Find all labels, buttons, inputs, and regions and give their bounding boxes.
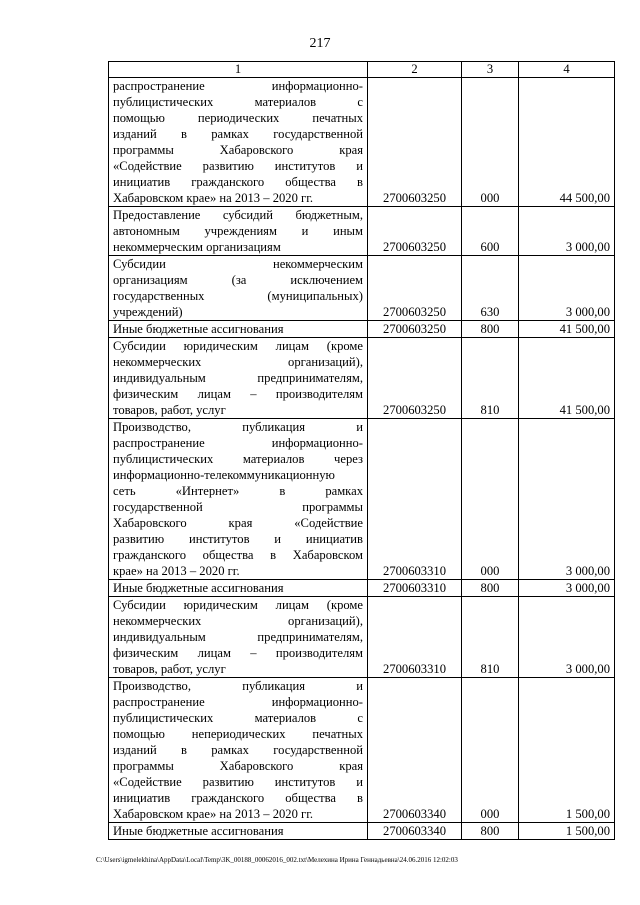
row-name-line: Иные бюджетные ассигнования [113,581,284,595]
row-vr: 000 [462,419,519,580]
row-name-line: Хабаровском крае» на 2013 – 2020 гг. [113,191,314,205]
row-code: 2700603310 [368,597,462,678]
table-row [109,321,615,338]
row-name-line: Субсидии юридическим лицам (кроме [113,339,363,353]
row-name-line: некоммерческих организаций), [113,614,363,628]
row-vr: 800 [462,580,519,597]
row-name-line: Хабаровском крае» на 2013 – 2020 гг. [113,807,314,821]
header-col-3: 3 [462,62,519,78]
row-name-line: изданий в рамках государственной [113,743,363,757]
row-sum: 1 500,00 [519,678,615,823]
row-name-line: помощью периодических печатных [113,111,363,125]
row-name-line: инициатив гражданского общества в [113,175,363,189]
row-name-line: государственной программы [113,500,363,514]
row-name-line: государственных (муниципальных) [113,289,363,303]
row-name-line: учреждений) [113,305,183,319]
row-name-line: автономным учреждениям и иным [113,224,363,238]
row-vr: 800 [462,321,519,338]
row-name-line: Хабаровского края «Содействие [113,516,363,530]
table-row [109,207,615,256]
row-name-line: гражданского общества в Хабаровском [113,548,363,562]
row-name-line: товаров, работ, услуг [113,403,226,417]
row-sum: 44 500,00 [519,78,615,207]
row-name-line: изданий в рамках государственной [113,127,363,141]
page-number: 217 [309,36,331,51]
row-name-line: программы Хабаровского края [113,143,363,157]
row-name-line: индивидуальным предпринимателям, [113,371,363,385]
row-sum: 3 000,00 [519,580,615,597]
row-name-line: публицистических материалов через [113,452,363,466]
row-name-line: помощью непериодических печатных [113,727,363,741]
row-code: 2700603340 [368,678,462,823]
row-vr: 810 [462,338,519,419]
row-name-line: распространение информационно- [113,695,363,709]
row-name-line: индивидуальным предпринимателям, [113,630,363,644]
row-name-line: Производство, публикация и [113,679,363,693]
row-vr: 600 [462,207,519,256]
row-vr: 000 [462,678,519,823]
row-sum: 3 000,00 [519,419,615,580]
table-row [109,823,615,840]
row-name [109,338,368,419]
row-name [109,580,368,597]
row-name [109,597,368,678]
row-vr: 630 [462,256,519,321]
row-code: 2700603250 [368,207,462,256]
table-row [109,419,615,580]
row-name [109,207,368,256]
row-sum: 41 500,00 [519,338,615,419]
row-vr: 810 [462,597,519,678]
row-name-line: организациям (за исключением [113,273,363,287]
row-sum: 41 500,00 [519,321,615,338]
row-name-line: Предоставление субсидий бюджетным, [113,208,363,222]
row-sum: 3 000,00 [519,207,615,256]
row-name-line: Субсидии некоммерческим [113,257,363,271]
row-sum: 3 000,00 [519,597,615,678]
row-code: 2700603340 [368,823,462,840]
row-name [109,78,368,207]
row-name-line: развитию институтов и инициатив [113,532,363,546]
table-row [109,678,615,823]
row-name-line: информационно-телекоммуникационную [113,468,335,482]
header-col-4: 4 [519,62,615,78]
row-name-line: физическим лицам – производителям [113,646,363,660]
row-name-line: сеть «Интернет» в рамках [113,484,363,498]
table-row [109,256,615,321]
row-name-line: Производство, публикация и [113,420,363,434]
row-name-line: распространение информационно- [113,436,363,450]
row-code: 2700603310 [368,419,462,580]
row-name [109,256,368,321]
table-row [109,338,615,419]
row-code: 2700603250 [368,78,462,207]
row-name-line: «Содействие развитию институтов и [113,159,363,173]
row-sum: 3 000,00 [519,256,615,321]
row-name [109,823,368,840]
row-name-line: распространение информационно- [113,79,363,93]
row-name-line: Иные бюджетные ассигнования [113,824,284,838]
row-vr: 800 [462,823,519,840]
row-name-line: программы Хабаровского края [113,759,363,773]
footer-file-path: C:\Users\igmelekhina\AppData\Local\Temp\3K_00188_00062016_002.txt\Мелехина Ирина Геннадьевна\24.06.2016 12:02:03 [96,856,458,864]
row-name-line: Иные бюджетные ассигнования [113,322,284,336]
row-sum: 1 500,00 [519,823,615,840]
row-name-line: публицистических материалов с [113,95,363,109]
row-name-line: публицистических материалов с [113,711,363,725]
row-code: 2700603250 [368,321,462,338]
header-col-2: 2 [368,62,462,78]
row-name [109,321,368,338]
table-row [109,78,615,207]
row-name-line: некоммерческих организаций), [113,355,363,369]
row-name-line: крае» на 2013 – 2020 гг. [113,564,240,578]
header-col-1: 1 [109,62,368,78]
table-row [109,597,615,678]
row-name-line: Субсидии юридическим лицам (кроме [113,598,363,612]
row-code: 2700603310 [368,580,462,597]
row-name [109,419,368,580]
row-code: 2700603250 [368,338,462,419]
row-name-line: товаров, работ, услуг [113,662,226,676]
row-name-line: инициатив гражданского общества в [113,791,363,805]
row-name-line: физическим лицам – производителям [113,387,363,401]
row-name-line: «Содействие развитию институтов и [113,775,363,789]
row-vr: 000 [462,78,519,207]
row-name-line: некоммерческим организациям [113,240,281,254]
table-header-row [109,62,615,78]
budget-table [108,61,615,840]
row-code: 2700603250 [368,256,462,321]
table-row [109,580,615,597]
row-name [109,678,368,823]
